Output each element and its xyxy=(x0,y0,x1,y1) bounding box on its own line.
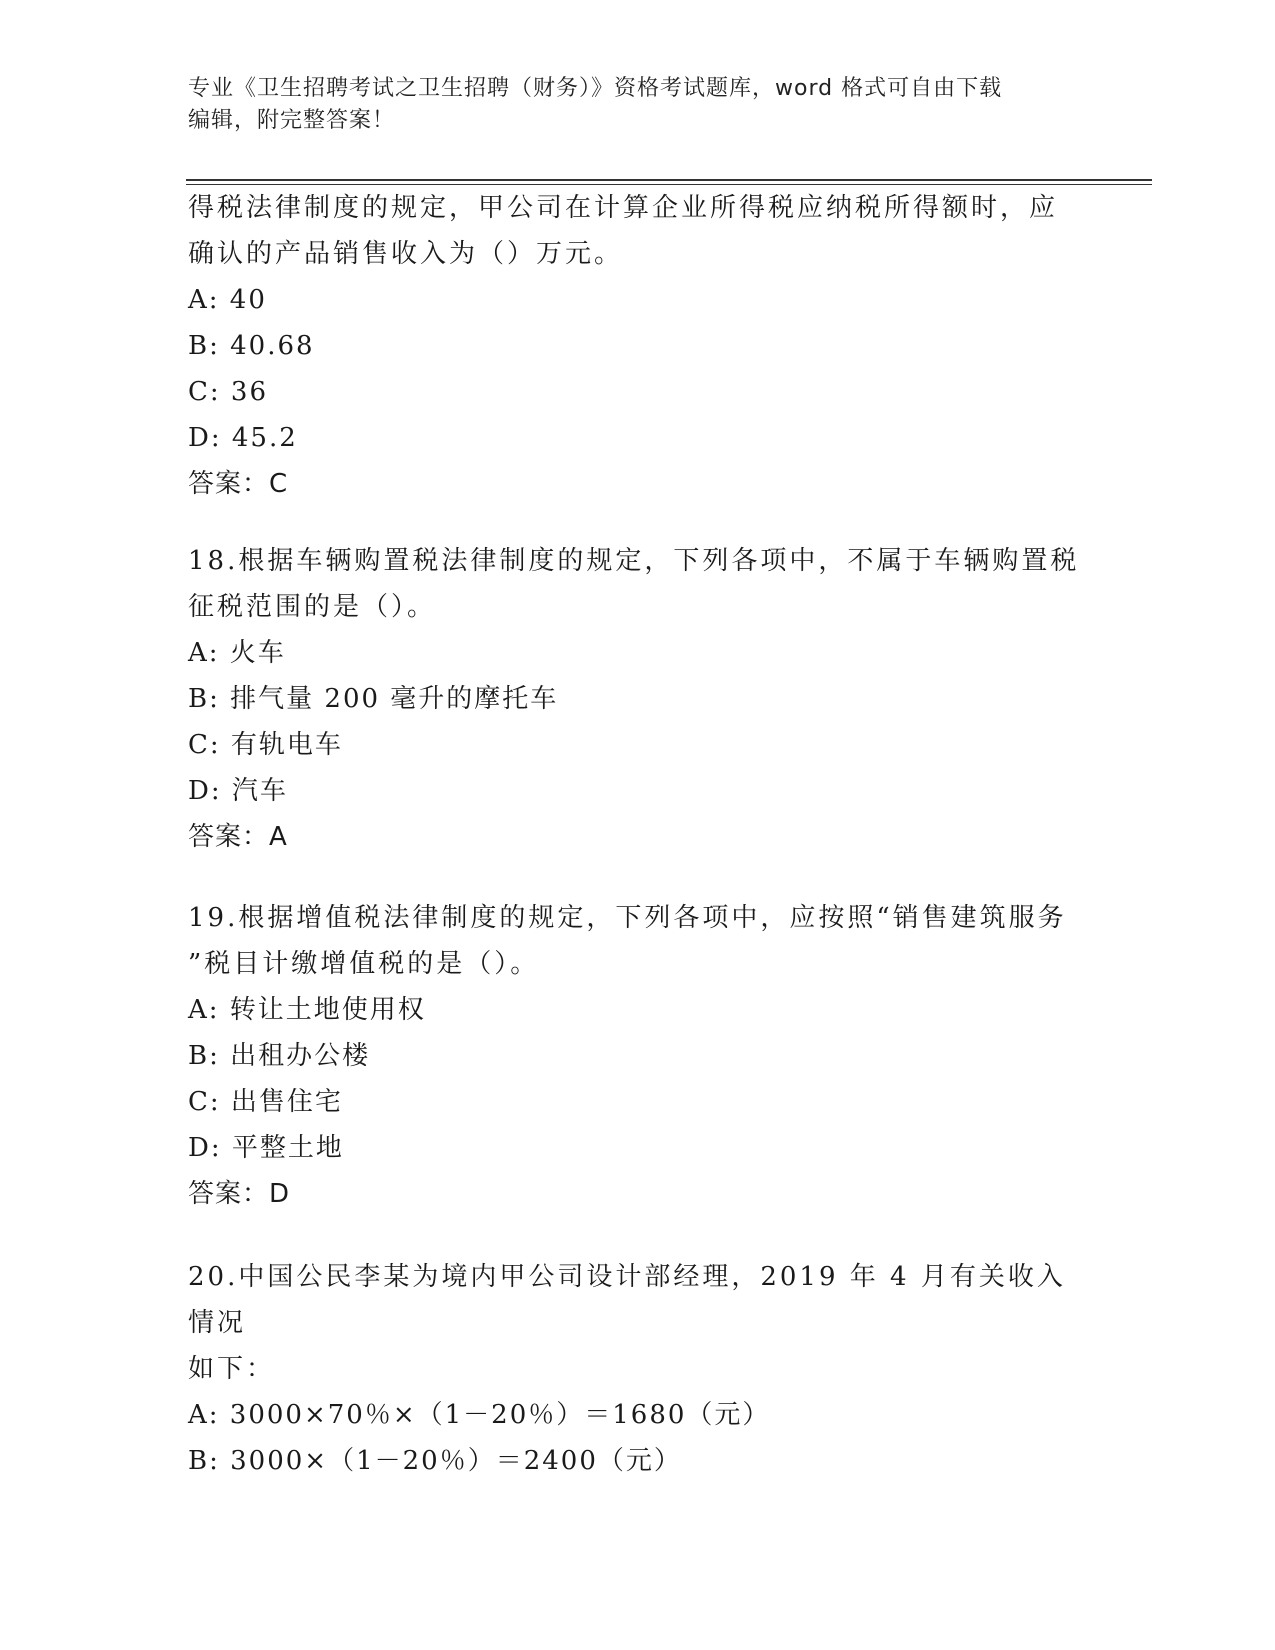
question-stem-line: 确认的产品销售收入为（）万元。 xyxy=(188,239,624,269)
option-b: B: 3000×（1－20％）＝2400（元） xyxy=(188,1446,682,1476)
question-stem-line: 征税范围的是（）。 xyxy=(188,592,437,622)
question-20 xyxy=(188,1254,1088,1484)
question-stem-line: ”税目计缴增值税的是（）。 xyxy=(188,949,540,979)
answer: 答案：D xyxy=(188,1179,291,1209)
option-b: B: 排气量 200 毫升的摩托车 xyxy=(188,684,559,714)
option-c: C: 有轨电车 xyxy=(188,730,343,760)
header-rule-thick xyxy=(186,179,1152,181)
header-line-1: 专业《卫生招聘考试之卫生招聘（财务）》资格考试题库，word 格式可自由下载 xyxy=(188,76,1003,101)
option-d: D: 45.2 xyxy=(188,423,298,453)
question-stem-line: 如下： xyxy=(188,1354,276,1384)
option-b: B: 出租办公楼 xyxy=(188,1041,371,1071)
document-header xyxy=(188,73,1088,137)
answer: 答案：A xyxy=(188,822,288,852)
question-18 xyxy=(188,538,1088,860)
question-stem-line: 19.根据增值税法律制度的规定，下列各项中，应按照“销售建筑服务 xyxy=(188,903,1067,933)
option-b: B: 40.68 xyxy=(188,331,315,361)
option-a: A: 转让土地使用权 xyxy=(188,995,426,1025)
option-c: C: 出售住宅 xyxy=(188,1087,343,1117)
question-stem-line: 20.中国公民李某为境内甲公司设计部经理，2019 年 4 月有关收入情况 xyxy=(188,1262,1066,1338)
option-a: A: 3000×70％×（1－20％）＝1680（元） xyxy=(188,1400,771,1430)
question-19 xyxy=(188,895,1088,1217)
header-line-2: 编辑，附完整答案！ xyxy=(188,108,396,133)
option-d: D: 汽车 xyxy=(188,776,288,806)
answer: 答案：C xyxy=(188,469,289,499)
question-17 xyxy=(188,185,1088,507)
option-d: D: 平整土地 xyxy=(188,1133,344,1163)
option-c: C: 36 xyxy=(188,377,269,407)
question-stem-line: 18.根据车辆购置税法律制度的规定，下列各项中，不属于车辆购置税 xyxy=(188,546,1080,576)
option-a: A: 40 xyxy=(188,285,267,315)
option-a: A: 火车 xyxy=(188,638,286,668)
question-stem-line: 得税法律制度的规定，甲公司在计算企业所得税应纳税所得额时，应 xyxy=(188,193,1059,223)
